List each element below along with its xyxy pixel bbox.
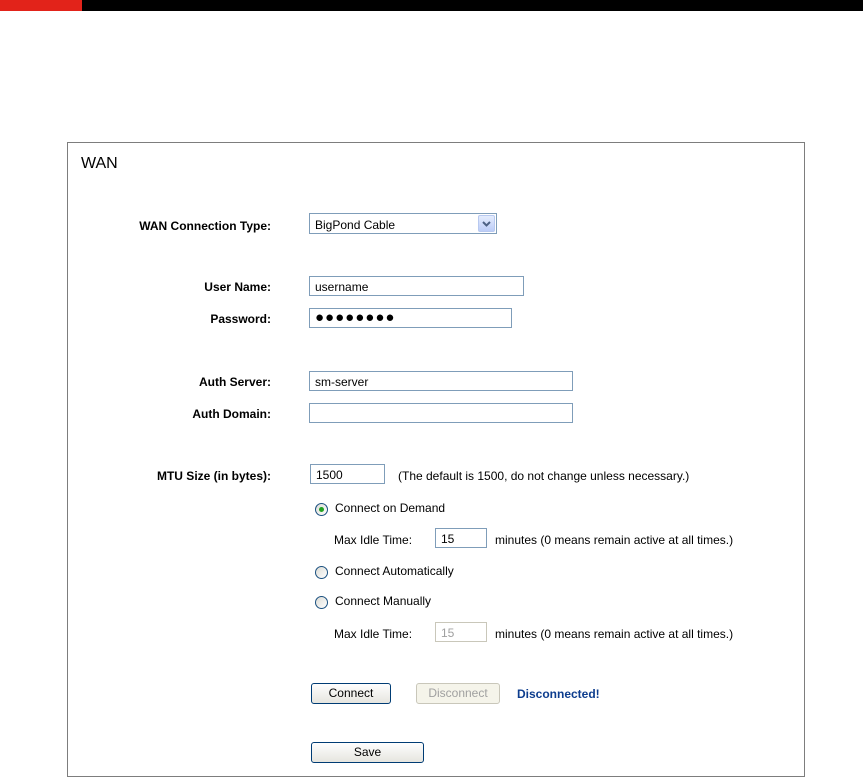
wan-type-value: BigPond Cable (315, 218, 396, 232)
mtu-label: MTU Size (in bytes): (156, 469, 271, 483)
idle-demand-label: Max Idle Time: (334, 533, 413, 547)
idle-manual-input[interactable]: 15 (435, 622, 487, 642)
connect-button[interactable]: Connect (311, 683, 391, 704)
manual-radio[interactable] (315, 596, 328, 609)
wan-settings-panel (67, 142, 805, 777)
auth-domain-input[interactable] (309, 403, 573, 423)
top-banner (0, 0, 863, 11)
user-name-label: User Name: (204, 280, 271, 294)
idle-demand-hint: minutes (0 means remain active at all times.) (495, 533, 734, 547)
idle-manual-label: Max Idle Time: (334, 627, 413, 641)
idle-manual-hint: minutes (0 means remain active at all times.) (495, 627, 734, 641)
manual-label: Connect Manually (335, 594, 432, 608)
wan-type-select[interactable] (309, 213, 497, 234)
idle-demand-input[interactable]: 15 (435, 528, 487, 548)
auth-server-label: Auth Server: (198, 375, 271, 389)
on-demand-radio[interactable] (315, 503, 328, 516)
disconnect-button[interactable]: Disconnect (416, 683, 500, 704)
password-label: Password: (210, 312, 271, 326)
chevron-down-icon[interactable] (478, 215, 495, 232)
mtu-input[interactable]: 1500 (310, 464, 385, 484)
automatic-radio[interactable] (315, 566, 328, 579)
wan-type-label: WAN Connection Type: (139, 219, 271, 233)
panel-title: WAN (81, 155, 118, 172)
brand-stripe (0, 0, 82, 11)
password-input[interactable]: ●●●●●●●● (309, 308, 512, 328)
automatic-label: Connect Automatically (335, 564, 454, 578)
save-button[interactable]: Save (311, 742, 424, 763)
connection-status: Disconnected! (517, 687, 600, 701)
on-demand-label: Connect on Demand (335, 501, 446, 515)
auth-server-input[interactable]: sm-server (309, 371, 573, 391)
mtu-hint: (The default is 1500, do not change unless necessary.) (398, 469, 690, 483)
user-name-input[interactable]: username (309, 276, 524, 296)
auth-domain-label: Auth Domain: (192, 407, 271, 421)
